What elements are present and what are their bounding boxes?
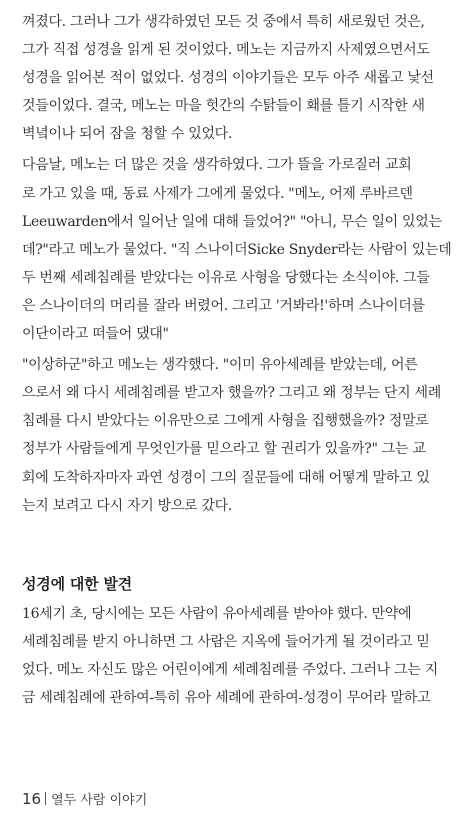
text-line: 회에 도착하자마자 과연 성경이 그의 질문들에 대해 어떻게 말하고 있	[22, 469, 430, 486]
text-line: 세례침례를 받지 아니하면 그 사람은 지옥에 들어가게 될 것이라고 믿	[22, 633, 430, 650]
text-line: 두 번째 세례침례를 받았다는 이유로 사형을 당했다는 소식이야. 그들	[22, 269, 430, 286]
paragraph-2	[22, 151, 454, 348]
text-line: 것들이었다. 결국, 메노는 마을 헛간의 수탉들이 홰를 틀기 시작한 새	[22, 98, 425, 115]
footer-divider	[45, 792, 46, 805]
section-spacer	[22, 520, 454, 570]
text-line: 벽녘이나 되어 잠을 청할 수 있었다.	[22, 126, 233, 143]
page-footer	[22, 788, 147, 812]
text-line: 침례를 다시 받았다는 이유만으로 그에게 사형을 집행했을까? 정말로	[22, 413, 429, 430]
text-line: 이단이라고 떠들어 댔대"	[22, 326, 169, 343]
text-line: "이상하군"하고 메노는 생각했다. "이미 유아세례를 받았는데, 어른	[22, 357, 418, 374]
page-number: 16	[22, 790, 42, 808]
section-heading: 성경에 대한 발견	[22, 574, 133, 593]
text-line: 16세기 초, 당시에는 모든 사람이 유아세례를 받아야 했다. 만약에	[22, 605, 412, 622]
text-line: Leeuwarden에서 일어난 일에 대해 들었어?" "아니, 무슨 일이 있었는	[22, 213, 442, 230]
paragraph-3	[22, 351, 454, 520]
text-line: 는지 보려고 다시 자기 방으로 갔다.	[22, 497, 233, 514]
text-line: 금 세례침례에 관하여-특히 유아 세례에 관하여-성경이 무어라 말하고	[22, 689, 431, 706]
text-line: 다음날, 메노는 더 많은 것을 생각하였다. 그가 뜰을 가로질러 교회	[22, 157, 412, 174]
text-line: 었다. 메노 자신도 많은 어린이에게 세례침례를 주었다. 그러나 그는 지	[22, 661, 438, 678]
text-line: 그가 직접 성경을 읽게 된 것이었다. 메노는 지금까지 사제였으면서도	[22, 42, 430, 59]
text-line: 데?"라고 메노가 물었다. "직 스나이더Sicke Snyder라는 사람이 있는데	[22, 241, 452, 258]
paragraph-1	[22, 8, 454, 148]
book-title: 열두 사람 이야기	[51, 793, 148, 808]
text-line: 은 스나이더의 머리를 잘라 버렸어. 그리고 '거봐라!'하며 스나이더를	[22, 297, 425, 314]
text-line: 으로서 왜 다시 세례침례를 받고자 했을까? 그리고 왜 정부는 단지 세례	[22, 385, 441, 402]
text-line: 정부가 사람들에게 무엇인가를 믿으라고 할 권리가 있을까?" 그는 교	[22, 441, 426, 458]
page-body	[22, 8, 454, 712]
text-line: 껴졌다. 그러나 그가 생각하였던 모든 것 중에서 특히 새로웠던 것은,	[22, 14, 425, 30]
text-line: 로 가고 있을 때, 동료 사제가 그에게 물었다. "메노, 어제 루바르덴	[22, 185, 413, 202]
section-paragraph	[22, 600, 454, 712]
text-line: 성경을 읽어본 적이 없었다. 성경의 이야기들은 모두 아주 새롭고 낯선	[22, 70, 434, 87]
